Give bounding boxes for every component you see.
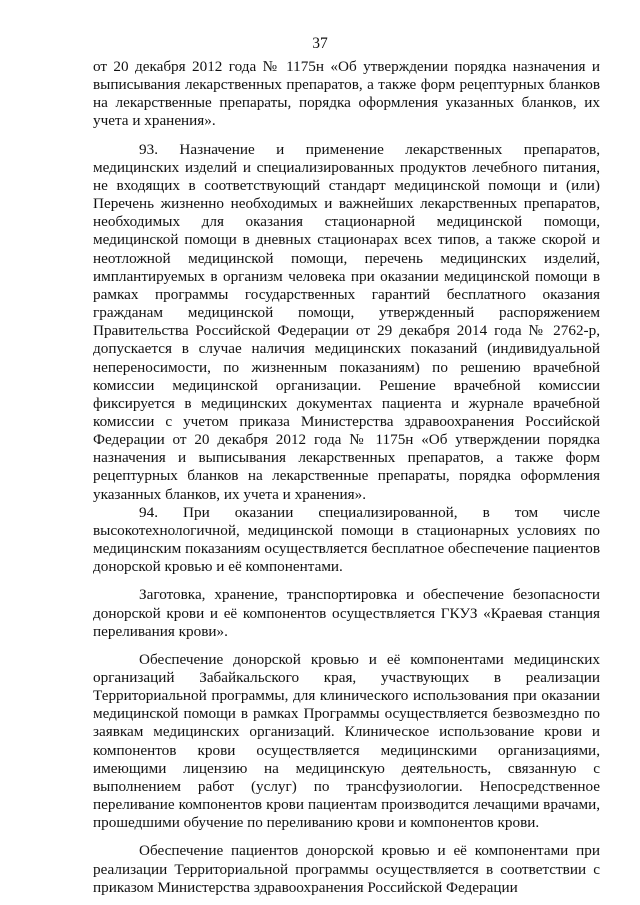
page-number: 37 [312, 35, 328, 52]
paragraph-93: 93. Назначение и применение лекарственных препаратов, медицинских изделий и специализированных продуктов лечебного питания, не входящих в соответствующий стандарт медицинской помощи и (или) Перечень жизненно необходимых и важнейших лекарственных препаратов, необходимых для оказания стационарной медицинской помощи, медицинской помощи в дневных стационарах всех типов, а также скорой и неотложной медицинской помощи, перечень медицинских изделий, имплантируемых в организм человека при оказании медицинской помощи в рамках программы государственных гарантий бесплатного оказания гражданам медицинской помощи, утвержденный распоряжением Правительства Российской Федерации от 29 декабря 2014 года № 2762-р, допускается в случае наличия медицинских показаний (индивидуальной непереносимости, по жизненным показаниям) по решению врачебной комиссии медицинской организации. Решение врачебной комиссии фиксируется в медицинских документах пациента и журнале врачебной комиссии с учетом приказа Министерства здравоохранения Российской Федерации от 20 декабря 2012 года № 1175н «Об утверждении порядка назначения и выписывания лекарственных препаратов, а также форм рецептурных бланков на лекарственные препараты, порядка оформления указанных бланков, их учета и хранения». [93, 140, 600, 503]
paragraph-continuation: от 20 декабря 2012 года № 1175н «Об утверждении порядка назначения и выписывания лекарственных препаратов, а также форм рецептурных бланков на лекарственные препараты, порядка оформления указанных бланков, их учета и хранения». [93, 58, 600, 130]
paragraph-94: 94. При оказании специализированной, в том числе высокотехнологичной, медицинской помощи в стационарных условиях по медицинским показаниям осуществляется бесплатное обеспечение пациентов донорской кровью и её компонентами. [93, 503, 600, 576]
paragraph-blood-storage: Заготовка, хранение, транспортировка и обеспечение безопасности донорской крови и её компонентов осуществляется ГКУЗ «Краевая станция переливания крови». [93, 586, 600, 640]
document-body [93, 58, 600, 897]
paragraph-patient-supply: Обеспечение пациентов донорской кровью и её компонентами при реализации Территориальной программы осуществляется в соответствии с приказом Министерства здравоохранения Российской Федерации [93, 842, 600, 896]
paragraph-blood-supply: Обеспечение донорской кровью и её компонентами медицинских организаций Забайкальского края, участвующих в реализации Территориальной программы, для клинического использования при оказании медицинской помощи в рамках Программы осуществляется безвозмездно по заявкам медицинских организаций. Клиническое использование крови и компонентов крови осуществляется медицинскими организациями, имеющими лицензию на медицинскую деятельность, связанную с выполнением работ (услуг) по трансфузиологии. Непосредственное переливание компонентов крови пациентам производится лечащими врачами, прошедшими обучение по переливанию крови и компонентов крови. [93, 650, 600, 832]
